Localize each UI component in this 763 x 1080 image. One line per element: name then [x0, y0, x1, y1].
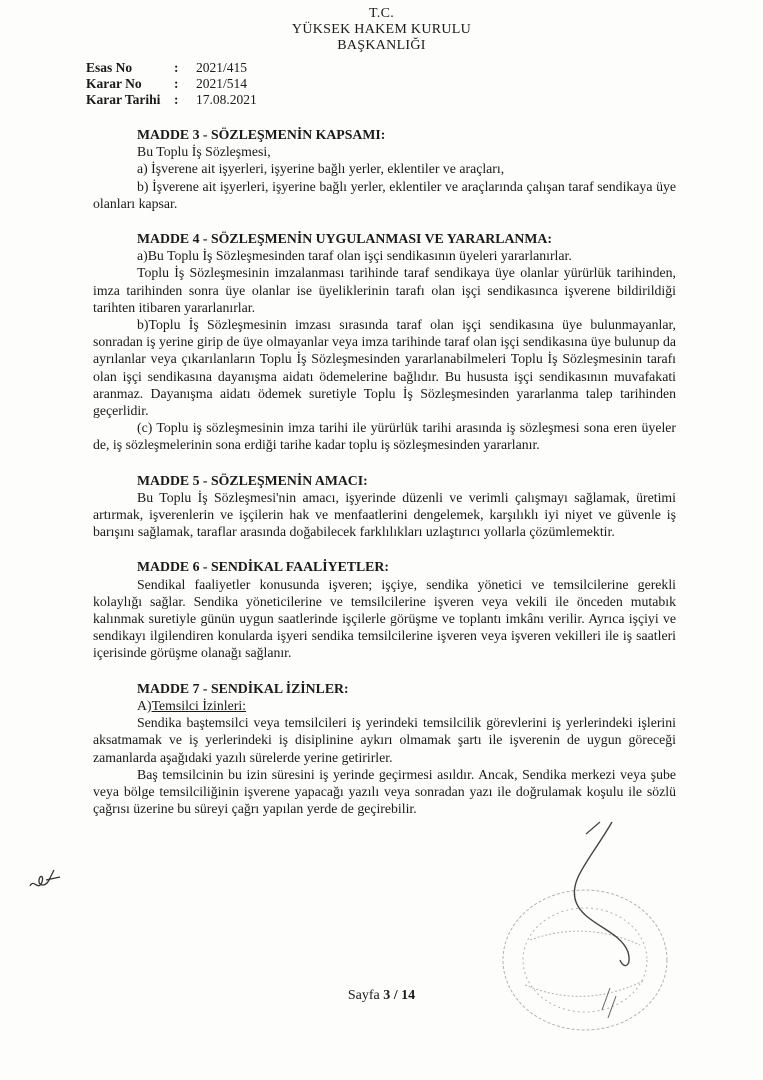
subsection-prefix: A) [137, 697, 152, 713]
paragraph: a) İşverene ait işyerleri, işyerine bağlı yerler, eklentiler ve araçları, [137, 161, 505, 177]
page-current: 3 / 14 [383, 988, 416, 1003]
section-title: MADDE 3 - SÖZLEŞMENİN KAPSAMI: [137, 127, 386, 142]
paragraph: Bu Toplu İş Sözleşmesi'nin amacı, işyerinde düzenli ve verimli çalışmayı sağlamak, üretimi artırmak, işverenlerin ve işçilerin hak ve menfaatlerini dengelemek, karşılıklı iyi niyet ve güvenle iş barışını sağlamak, taraflar arasında doğabilecek farklılıkları uzlaştırıcı yollarla çözümlemektir. [93, 489, 676, 540]
paragraph: Bu Toplu İş Sözleşmesi, [137, 144, 271, 160]
paragraph: Toplu İş Sözleşmesinin imzalanması tarihinde taraf sendikaya üye olanlar yürürlük tarihinden, imza tarihinden sonra üye olanlar ise üyeliklerinin tarafı olan işçi sendikasınca işverene bildirildiği tarihten itibaren yararlanırlar. [93, 265, 676, 315]
section-title: MADDE 6 - SENDİKAL FAALİYETLER: [137, 559, 389, 575]
section-title: MADDE 7 - SENDİKAL İZİNLER: [137, 680, 349, 696]
header-line-office: BAŞKANLIĞI [337, 38, 426, 53]
section-madde-4 [93, 230, 676, 454]
meta-label: Karar Tarihi [86, 92, 161, 107]
official-stamp-icon [490, 820, 680, 1040]
document-body [93, 126, 676, 835]
paragraph: Baş temsilcinin bu izin süresini iş yerinde geçirmesi asıldır. Ancak, Sendika merkezi veya şube veya bölge temsilciliğinin işverene yapacağı yazılı veya sonradan yazı ile doğrulamak koşulu ile sözlü çağrısı üzerine bu süreyi çağrı yapılan yerde de geçirebilir. [93, 766, 676, 817]
section-madde-6 [93, 558, 676, 661]
meta-row-karar-tarihi [86, 92, 257, 108]
section-madde-7 [93, 680, 676, 818]
header-line-institution: YÜKSEK HAKEM KURULU [291, 22, 472, 37]
section-madde-5 [93, 472, 676, 541]
meta-value: 2021/415 [196, 60, 248, 75]
meta-label: Karar No [86, 76, 142, 91]
meta-separator: : [174, 60, 179, 75]
paragraph: a)Bu Toplu İş Sözleşmesinden taraf olan işçi sendikasının üyeleri yararlanırlar. [137, 248, 572, 264]
paragraph: Sendika baştemsilci veya temsilcileri iş yerindeki temsilcilik görevlerini iş yerlerindeki işlerini aksatmamak ve iş yerlerindeki iş disiplinine aykırı olmamak şartı ile işverenin de uygun göreceği zamanlarda aşağıdaki yazılı sürelerde yerine getirirler. [93, 715, 676, 765]
page-number [0, 988, 763, 1004]
header-line-tc: T.C. [368, 6, 395, 21]
section-madde-3 [93, 126, 676, 212]
document-header [0, 6, 763, 54]
page-prefix: Sayfa [347, 988, 380, 1003]
meta-separator: : [174, 76, 179, 91]
meta-value: 17.08.2021 [196, 92, 257, 107]
meta-label: Esas No [86, 60, 133, 75]
section-title: MADDE 4 - SÖZLEŞMENİN UYGULANMASI VE YARARLANMA: [137, 231, 552, 247]
subsection-heading [93, 697, 676, 714]
meta-separator: : [174, 92, 179, 107]
meta-row-esas [86, 60, 257, 76]
meta-value: 2021/514 [196, 76, 248, 91]
paragraph: b) İşverene ait işyerleri, işyerine bağlı yerler, eklentiler ve araçlarında çalışan taraf sendikaya üye olanları kapsar. [93, 178, 676, 211]
meta-row-karar [86, 76, 257, 92]
paragraph: (c) Toplu iş sözleşmesinin imza tarihi ile yürürlük tarihi arasında iş sözleşmesi sona eren üyeler de, iş sözleşmelerinin sona erdiği tarihe kadar toplu iş sözleşmesinden yararlanır. [93, 420, 676, 453]
paragraph: b)Toplu İş Sözleşmesinin imzası sırasında taraf olan işçi sendikasına üye bulunmayanlar, sonradan iş yerine girip de üye olmayanlar veya imza tarihinde taraf olan işçi sendikasına üye bulunup da ayrılanlar veya çıkarılanların Toplu İş Sözleşmesinden yararlanabilmeleri Toplu İş Sözleşmesinin tarafı olan işçi sendikasına dayanışma aidatı ödemelerine bağlıdır. Bu hususta işçi sendikasının muvafakati aranmaz. Dayanışma aidatı ödemek suretiyle Toplu İş Sözleşmesinden yararlanma talep tarihinden geçerlidir. [93, 317, 676, 419]
subsection-title: Temsilci İzinleri: [151, 697, 246, 713]
paragraph: Sendikal faaliyetler konusunda işveren; işçiye, sendika yönetici ve temsilcilerine gerekli kolaylığı sağlar. Sendika yöneticilerine ve temsilcilerine işveren veya vekili ile önceden mutabık kalınmak suretiyle günün uygun saatlerinde işçilerle görüşme ve toplantı imkânı verilir. Ayrıca işçiyi ve sendikayı ilgilendiren konularda işyeri sendika temsilcilerine işveren veya işveren vekilleri ile iş saatleri içerisinde görüşme olanağı sağlanır. [93, 576, 676, 661]
section-title: MADDE 5 - SÖZLEŞMENİN AMACI: [137, 472, 368, 488]
case-meta [86, 60, 257, 108]
handwritten-initial-icon [28, 868, 62, 894]
